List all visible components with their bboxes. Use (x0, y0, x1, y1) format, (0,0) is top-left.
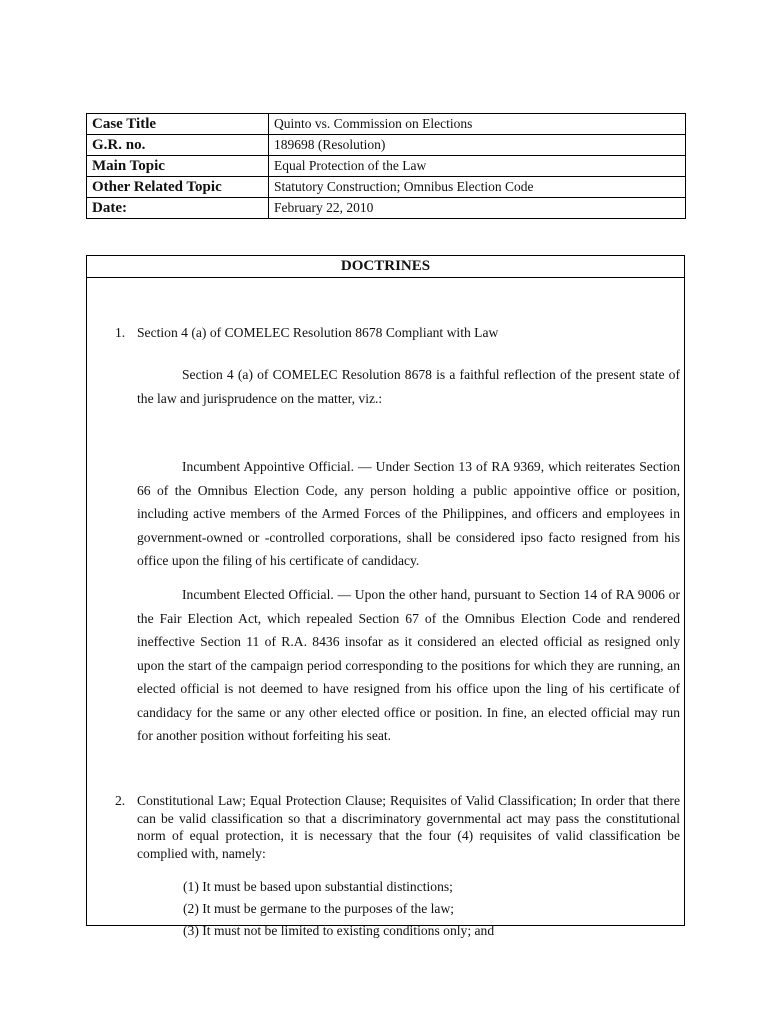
gr-no-value: 189698 (Resolution) (269, 135, 686, 156)
doctrine-1-paragraph-3-text: Incumbent Elected Official. — Upon the other hand, pursuant to Section 14 of RA 9006 or the Fair Election Act, which repealed Section 67 of the Omnibus Election Code and rendered ineffective Section 11 of R.A. 8436 insofar as it considered an elected official as resigned only upon the start of the campaign period corresponding to the positions for which they are running, an elected official is not deemed to have resigned from his office upon the ling of his certificate of candidacy for the same or any other elected office or position. In fine, an elected official may run for another position without forfeiting his seat. (137, 587, 680, 743)
main-topic-row (87, 156, 686, 177)
requisite-3: (3) It must not be limited to existing conditions only; and (183, 923, 495, 938)
doctrine-1-number: 1. (115, 325, 126, 340)
doctrine-2-number: 2. (115, 793, 126, 808)
requisite-1: (1) It must be based upon substantial distinctions; (183, 879, 453, 894)
doctrines-header: DOCTRINES (87, 256, 684, 278)
date-row (87, 198, 686, 219)
other-topic-row (87, 177, 686, 198)
doctrine-1-paragraph-3 (137, 583, 680, 748)
requisite-2: (2) It must be germane to the purposes of the law; (183, 901, 455, 916)
other-topic-label: Other Related Topic (87, 177, 269, 198)
doctrine-1-paragraph-2-text: Incumbent Appointive Official. — Under Section 13 of RA 9369, which reiterates Section 66 of the Omnibus Election Code, any person holding a public appointive office or position, including active members of the Armed Forces of the Philippines, and officers and employees in government-owned or -controlled corporations, shall be considered ipso facto resigned from his office upon the filing of his certificate of candidacy. (137, 459, 680, 568)
gr-no-label: G.R. no. (87, 135, 269, 156)
gr-no-row (87, 135, 686, 156)
doctrine-2 (115, 792, 680, 862)
case-title-value: Quinto vs. Commission on Elections (269, 114, 686, 135)
case-info-table (86, 113, 686, 219)
other-topic-value: Statutory Construction; Omnibus Election Code (269, 177, 686, 198)
date-label: Date: (87, 198, 269, 219)
case-title-row (87, 114, 686, 135)
case-title-label: Case Title (87, 114, 269, 135)
doctrine-1-title-text: Section 4 (a) of COMELEC Resolution 8678 Compliant with Law (137, 325, 499, 340)
doctrine-2-text: Constitutional Law; Equal Protection Clause; Requisites of Valid Classification; In order that there can be valid classification so that a discriminatory governmental act may pass the constitutional norm of equal protection, it is necessary that the four (4) requisites of valid classification be complied with, namely: (137, 793, 680, 861)
date-value: February 22, 2010 (269, 198, 686, 219)
doctrine-1-paragraph-1-text: Section 4 (a) of COMELEC Resolution 8678 is a faithful reflection of the present state of the law and jurisprudence on the matter, viz.: (137, 367, 680, 406)
main-topic-label: Main Topic (87, 156, 269, 177)
doctrine-1-paragraph-2 (137, 455, 680, 573)
doctrine-1-title (115, 324, 498, 342)
main-topic-value: Equal Protection of the Law (269, 156, 686, 177)
doctrines-box (86, 255, 685, 938)
doctrine-1-paragraph-1 (137, 363, 680, 410)
